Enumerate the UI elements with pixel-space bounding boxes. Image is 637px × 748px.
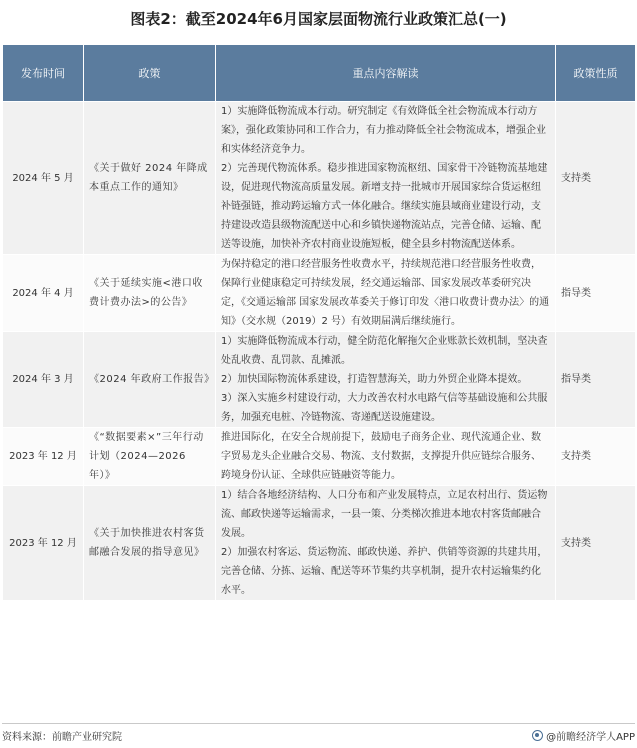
row-policy: 《关于加快推进农村客货邮融合发展的指导意见》 (84, 486, 216, 601)
content-paragraph: 为保持稳定的港口经营服务性收费水平，持续规范港口经营服务性收费，保障行业健康稳定可持续发展，经交通运输部、国家发展改革委研究决定，《交通运输部 国家发展改革委关于修订印发〈港口收费计费办法〉的通知》（交水规（2019）2 号）有效期届满后继续施行。 (221, 259, 550, 327)
row-nature: 支持类 (556, 486, 636, 601)
content-paragraph: 2）完善现代物流体系。稳步推进国家物流枢纽、国家骨干冷链物流基地建设，促进现代物流高质量发展。新增支持一批城市开展国家综合货运枢纽补链强链，推动跨运输方式一体化融合。继续实施县域商业建设行动，支持建设改造县级物流配送中心和乡镇快递物流站点，完善仓储、运输、配送等设施，加快补齐农村商业设施短板，健全县乡村物流配送体系。 (221, 163, 548, 250)
row-date: 2024 年 5 月 (3, 102, 84, 255)
table-row (3, 428, 636, 486)
row-nature: 指导类 (556, 332, 636, 428)
table-row (3, 332, 636, 428)
row-nature: 支持类 (556, 102, 636, 255)
content-paragraph: 2）加快国际物流体系建设，打造智慧海关，助力外贸企业降本提效。 (221, 374, 528, 385)
table-header-row (3, 45, 636, 102)
content-paragraph: 1）实施降低物流成本行动。研究制定《有效降低全社会物流成本行动方案》，强化政策协同和工作合力，有力推动降低全社会物流成本，增强企业和实体经济竞争力。 (221, 106, 546, 155)
row-policy: 《2024 年政府工作报告》 (84, 332, 216, 428)
header-content: 重点内容解读 (216, 45, 556, 102)
brand-text: @前瞻经济学人APP (546, 731, 635, 743)
row-date: 2024 年 3 月 (3, 332, 84, 428)
row-date: 2023 年 12 月 (3, 486, 84, 601)
brand-credit (532, 728, 635, 743)
table-row (3, 255, 636, 332)
chart-title: 图表2：截至2024年6月国家层面物流行业政策汇总(一) (130, 9, 507, 28)
row-nature: 指导类 (556, 255, 636, 332)
row-nature: 支持类 (556, 428, 636, 486)
content-paragraph: 推进国际化，在安全合规前提下，鼓励电子商务企业、现代流通企业、数字贸易龙头企业融合交易、物流、支付数据，支撑提升供应链综合服务、跨境身份认证、全球供应链融资等能力。 (221, 432, 541, 481)
row-content (216, 428, 556, 486)
row-content (216, 332, 556, 428)
row-date: 2024 年 4 月 (3, 255, 84, 332)
content-paragraph: 1）结合各地经济结构、人口分布和产业发展特点，立足农村出行、货运物流、邮政快递等运输需求，一县一策、分类梯次推进本地农村客货邮融合发展。 (221, 490, 548, 539)
policy-table (2, 44, 636, 601)
row-policy: 《“数据要素×”三年行动计划（2024—2026 年）》 (84, 428, 216, 486)
table-row (3, 486, 636, 601)
row-content (216, 486, 556, 601)
header-date: 发布时间 (3, 45, 84, 102)
header-policy: 政策 (84, 45, 216, 102)
row-policy: 《关于延续实施<港口收费计费办法>的公告》 (84, 255, 216, 332)
table-row (3, 102, 636, 255)
row-content (216, 102, 556, 255)
content-paragraph: 3）深入实施乡村建设行动，大力改善农村水电路气信等基础设施和公共服务，加强充电桩、冷链物流、寄递配送设施建设。 (221, 393, 548, 423)
qianzhan-logo-icon (532, 730, 543, 741)
row-policy: 《关于做好 2024 年降成本重点工作的通知》 (84, 102, 216, 255)
row-date: 2023 年 12 月 (3, 428, 84, 486)
footer (2, 723, 635, 746)
source-note: 资料来源：前瞻产业研究院 (2, 731, 122, 743)
row-content (216, 255, 556, 332)
header-nature: 政策性质 (556, 45, 636, 102)
content-paragraph: 1）实施降低物流成本行动，健全防范化解拖欠企业账款长效机制，坚决查处乱收费、乱罚款、乱摊派。 (221, 336, 548, 366)
content-paragraph: 2）加强农村客运、货运物流、邮政快递、养护、供销等资源的共建共用，完善仓储、分拣、运输、配送等环节集约共享机制，提升农村运输集约化水平。 (221, 547, 548, 596)
